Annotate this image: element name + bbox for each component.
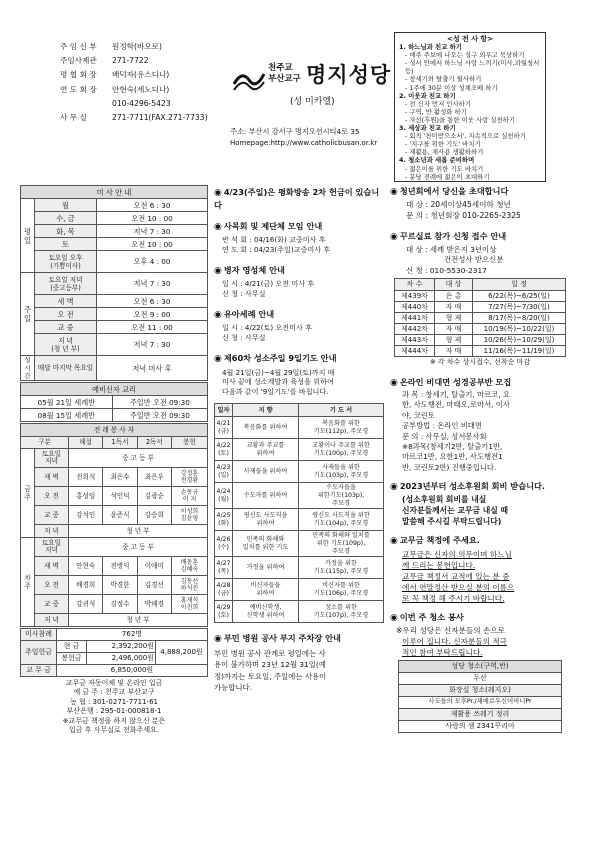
mass-table — [20, 185, 208, 381]
notice-youth — [390, 186, 570, 221]
notice-line: 말씀해 주시길 부탁드립니다) — [402, 517, 502, 527]
notice-title: 청년회에서 당신을 초대합니다 — [399, 186, 509, 196]
notice-line: 연 도 회 : 04/23(주일)교중미사 후 — [222, 245, 331, 255]
bullet-icon: ◉ — [214, 266, 222, 277]
collection-label: 주일헌금 — [21, 641, 57, 665]
bullet-icon: ◉ — [214, 354, 222, 365]
mass-seonghal-day: 매달 마지막 목요일 — [35, 356, 97, 381]
notice-sick — [214, 265, 384, 299]
mass-time: 오전 10 : 00 — [97, 212, 208, 225]
envelope-label: 봉헌금 — [57, 653, 87, 665]
mission-box — [394, 32, 546, 182]
mass-time: 저녁 7 : 30 — [97, 334, 208, 356]
novena-prayer: 평신도 사도직을 위한 기도(104p), 주모경 — [299, 509, 384, 531]
notice-title: 2023년부터 성소후원회 회비 받습니다. — [399, 481, 546, 492]
cursillo-cell: 8/17(목)~8/20(일) — [473, 313, 566, 324]
mission-line: - '지구를 위한 기도' 바치기 — [405, 140, 481, 149]
cursillo-cell: 자 매 — [435, 324, 473, 335]
notice-line: 께 드리는 봉헌입니다. — [402, 560, 476, 570]
notice-line: 문 의 : 사무실, 성서봉사회 — [402, 431, 487, 441]
bullet-icon: ◉ — [390, 612, 398, 623]
cleaning-table-title: 성당 청소(구역,반) — [399, 660, 562, 672]
ministers-cell: 강귀석 — [69, 595, 103, 614]
notice-line: 이루어 집니다. 신자분들의 적극 — [402, 636, 508, 646]
notice-line: 대 상 : 20세이상45세이하 청년 — [406, 200, 511, 210]
church-diocese: 천주교 부산교구 — [268, 63, 301, 84]
notice-parking — [214, 633, 384, 693]
notice-title: 4/23(주일)은 평화방송 2차 헌금이 있습니다 — [214, 187, 380, 210]
mission-line: - 자선(후원)을 통한 이웃 사랑 실천하기 — [405, 115, 516, 124]
notice-vocation — [214, 353, 384, 397]
cursillo-cell: 제441차 — [395, 313, 435, 324]
staff-list — [60, 40, 220, 125]
cursillo-cell: 자 매 — [435, 302, 473, 313]
novena-intent: 예비신학생, 신학생 위하여 — [233, 601, 299, 623]
notice-line: 에서 연말정산 받으실 분의 이름으 — [402, 582, 515, 592]
mass-seonghal-time: 저녁 미사 후 — [97, 356, 208, 381]
bank-line: 예 금 주 : 천주교 부산교구 — [73, 688, 155, 697]
ministers-cell: 김경선 — [137, 576, 171, 595]
novena-date: 4/29 (토) — [215, 601, 233, 623]
novena-date: 4/21 (금) — [215, 417, 233, 439]
staff-row: 평 협 회 장 배덕자(유스디나) — [60, 70, 170, 80]
ministers-row-label: 교 중 — [35, 506, 69, 525]
ministers-table — [20, 423, 208, 627]
left-column — [20, 185, 208, 735]
patron-saint: (성 미카엘) — [290, 97, 335, 107]
bullet-icon: ◉ — [214, 634, 222, 645]
novena-date: 4/27 (목) — [215, 557, 233, 579]
notice-line: 대 상 : 세례 받은지 3년이상 — [406, 244, 497, 254]
bullet-icon: ◉ — [214, 188, 222, 198]
notice-line: 반 석 회 : 04/16(화) 교중미사 후 — [222, 235, 326, 245]
mass-day: 토요일 저녁 (중고등부) — [35, 273, 97, 295]
novena-intent: 교황과 주교를 위하여 — [233, 439, 299, 461]
mission-line: - 재활용, 재사용 생활하하기 — [405, 148, 484, 157]
notice-line: 가능합니다. — [214, 683, 253, 693]
notice-line: 4월 21일(금)~4월 29일(토)까지 매 — [222, 367, 335, 377]
ministers-this-label: 금주 — [21, 449, 35, 538]
cursillo-header: 차 수 — [395, 279, 435, 291]
notice-line: 한, 사도행전, 마태오,로마서, 이사 — [402, 400, 510, 410]
bullet-icon: ◉ — [214, 222, 222, 232]
novena-prayer: 가정을 위한 기도(115p), 주모경 — [299, 557, 384, 579]
ministers-cell: 배경희 — [69, 576, 103, 595]
notice-line: 미사 끝에 성소계발과 육성을 위하여 — [222, 377, 334, 387]
notice-line: 공부방법 : 온라인 비대면 — [402, 421, 482, 431]
notice-line: 반, 코린토2반) 진행중입니다. — [402, 462, 497, 472]
ministers-cell: 이성희 김윤영 — [171, 506, 207, 525]
notice-vocation-support — [390, 481, 570, 527]
ministers-cell: 이애미 — [137, 557, 171, 576]
mass-day: 교 중 — [35, 321, 97, 334]
novena-header: 지 향 — [233, 404, 299, 417]
notice-tithe — [390, 535, 570, 603]
ministers-row-label: 저 녁 — [35, 525, 69, 538]
novena-date: 4/25 (화) — [215, 509, 233, 531]
notice-line: 교무금 책정서 교적에 있는 분 중 — [402, 571, 510, 581]
cursillo-cell: 은 총 — [435, 291, 473, 302]
ministers-cell: 김동선 하석진 — [171, 576, 207, 595]
staff-row: 주임사제관 271-7722 — [60, 56, 149, 66]
mass-day: 화, 목 — [35, 225, 97, 238]
notice-title: 교무금 책정에 주세요. — [399, 535, 480, 546]
bullet-icon: ◉ — [390, 482, 398, 493]
novena-date: 4/28 (금) — [215, 579, 233, 601]
novena-intent: 비신자들을 위하여 — [233, 579, 299, 601]
staff-row: 주 임 신 부 원정학(바오로) — [60, 42, 162, 51]
bullet-icon: ◉ — [390, 187, 398, 197]
mass-time: 저녁 7 : 30 — [97, 225, 208, 238]
notice-line: 마르코1반, 요한1반, 사도행전1 — [402, 452, 503, 462]
bank-info — [20, 679, 208, 735]
notice-child-baptism — [214, 309, 384, 343]
cursillo-table — [394, 278, 566, 357]
ministers-cell: 청 년 부 — [69, 614, 208, 627]
notice-line: 야, 코린토 — [402, 410, 435, 420]
mass-day: 토 — [35, 238, 97, 251]
cursillo-cell: 자 매 — [435, 346, 473, 357]
bullet-icon: ◉ — [390, 377, 398, 388]
novena-table — [214, 403, 384, 623]
mass-time: 오전 11 : 00 — [97, 321, 208, 334]
notice-line: 정)까지는 토요일, 주일에는 사용이 — [214, 671, 327, 681]
mass-day: 저 녁 (청 년 부) — [35, 334, 97, 356]
ministers-cell: 박해경 — [137, 595, 171, 614]
ministers-cell: 김광순 — [137, 487, 171, 506]
notice-peace — [214, 186, 384, 211]
ministers-cell: 전희석 — [69, 468, 103, 487]
cursillo-cell: 제439차 — [395, 291, 435, 302]
mission-head: 3. 세상과 친교 하기 — [399, 124, 456, 133]
catechism-date: 08월 15일 세례반 — [21, 409, 113, 422]
notice-line: 건전성사 받으신분 — [444, 255, 504, 264]
novena-intent: 복음화를 위하여 — [233, 417, 299, 439]
ministers-cell: 홍성임 — [69, 487, 103, 506]
ministers-cell: 안현숙 — [69, 557, 103, 576]
finance-table — [20, 628, 208, 677]
mission-title: <성 전 사 항> — [446, 35, 494, 43]
ministers-cell: 석인덕 — [103, 487, 137, 506]
cursillo-header: 대 상 — [435, 279, 473, 291]
notice-title: 사목회 및 제단체 모임 안내 — [223, 221, 323, 231]
ministers-row-label: 새 벽 — [35, 468, 69, 487]
ministers-cell: 박경한 — [103, 576, 137, 595]
mass-seonghal-label: 성시간 — [21, 356, 35, 381]
novena-prayer: 복음화를 위한 기도(112p), 주모경 — [299, 417, 384, 439]
ministers-row-label: 새 벽 — [35, 557, 69, 576]
mission-head: 4. 청소년과 새롭 준비하며 — [399, 156, 475, 165]
mass-time: 오전 6 : 30 — [97, 295, 208, 308]
notice-line: 용이 불가하며 23년 12월 31일(예 — [214, 660, 326, 670]
novena-header: 기 도 서 — [299, 404, 384, 417]
notice-line: ※8과목(창세기2반, 탈출기1반, — [402, 442, 503, 452]
novena-intent: 사제들을 위하여 — [233, 461, 299, 483]
cursillo-header: 일 정 — [473, 279, 566, 291]
novena-date: 4/24 (월) — [215, 483, 233, 509]
ministers-cell: 전병익 — [103, 557, 137, 576]
collection-total: 4,888,200원 — [155, 641, 207, 665]
ministers-cell: 강석인 — [69, 506, 103, 525]
cash-value: 2,392,200원 — [87, 641, 156, 653]
mission-line: - 전 신자 먼저 인사하기 — [405, 99, 471, 108]
notice-meeting — [214, 221, 384, 255]
mission-line: - 성서 안에서 하느님 사랑 느끼기(미사,과월청서등) — [405, 59, 540, 76]
novena-intent: 가정을 위하여 — [233, 557, 299, 579]
ministers-cell: 중 고 등 부 — [69, 538, 208, 557]
notice-title: 온라인 비대면 성경공부반 모집 — [399, 376, 512, 387]
bank-line: 부산은행 : 295-01-000818-1 — [66, 707, 162, 716]
novena-prayer: 비신자를 위한 기도(106p), 주모경 — [299, 579, 384, 601]
notice-line: 신 청 : 사무실 — [222, 289, 266, 299]
novena-date: 4/22 (토) — [215, 439, 233, 461]
novena-prayer: 교황이나 주교를 위한 기도(100p), 주모경 — [299, 439, 384, 461]
bank-line: ※교무금 책정을 하지 않으신 분은 — [62, 716, 166, 725]
ministers-cell: 강승희 — [137, 506, 171, 525]
ministers-cell: 윤준식 — [103, 506, 137, 525]
notice-title: 유아세례 안내 — [223, 309, 275, 320]
notice-line: 문 의 : 청년회장 010-2265-2325 — [406, 211, 521, 221]
attendance-label: 미사참례 — [21, 629, 57, 641]
cursillo-cell: 10/19(목)~10/22(일) — [473, 324, 566, 335]
mass-day: 오 전 — [35, 308, 97, 321]
cursillo-cell: 제442차 — [395, 324, 435, 335]
cleaning-row: 재활용 쓰레기 정리 — [399, 708, 562, 720]
cursillo-cell: 제443차 — [395, 335, 435, 346]
novena-intent: 민족의 화해와 일치를 위한 기도 — [233, 531, 299, 557]
novena-intent: 수도자를 위하여 — [233, 483, 299, 509]
ministers-next-label: 차주 — [21, 538, 35, 627]
mission-line: - 회칙 '찬미받으소서', 지속적으로 실천하기 — [405, 132, 526, 141]
bank-line: 입금 후 사무실로 전화주세요. — [68, 726, 160, 735]
novena-date: 4/26 (수) — [215, 531, 233, 557]
notice-line: 신 청 : 사무실 — [222, 333, 266, 343]
mass-time: 오전 6 : 30 — [97, 199, 208, 212]
mission-line: - 구역, 반 활성화 하기 — [405, 107, 467, 116]
ministers-cell: 최은우 — [137, 468, 171, 487]
ministers-cell: 최은수 — [103, 468, 137, 487]
novena-prayer: 사제들을 위한 기도(103p), 주모경 — [299, 461, 384, 483]
mass-day: 수, 금 — [35, 212, 97, 225]
ministers-header: 해설 — [69, 437, 103, 449]
middle-column — [214, 186, 384, 694]
ministers-cell: 홍재석 이진희 — [171, 595, 207, 614]
mass-time: 오전 10 : 00 — [97, 238, 208, 251]
ministers-row-label: 교 중 — [35, 595, 69, 614]
ministers-row-label: 저 녁 — [35, 614, 69, 627]
catechism-table — [20, 382, 208, 422]
cursillo-cell: 제444차 — [395, 346, 435, 357]
mission-line: - 1주에 30분 이상 성체조배 하기 — [405, 83, 498, 92]
ministers-cell: 김정수 — [103, 595, 137, 614]
cursillo-cell: 형 제 — [435, 335, 473, 346]
cursillo-cell: 제440차 — [395, 302, 435, 313]
ministers-row-label: 토요일 저녁 — [35, 449, 69, 468]
bank-line: 농 협 : 301-0271-7711-61 — [69, 697, 159, 706]
novena-prayer: 수도자들을 위한기도(103p), 주모경 — [299, 483, 384, 509]
mass-sunday-label: 주일 — [21, 273, 35, 356]
mission-line: - 창세기와 탈출기 필사하기 — [405, 75, 482, 84]
ministers-row-label: 오 전 — [35, 576, 69, 595]
staff-row: 010-4296-5423 — [112, 98, 171, 108]
ministers-cell: 청 년 부 — [69, 525, 208, 538]
gyomu-label: 교 무 금 — [21, 665, 57, 677]
envelope-value: 2,496,000원 — [87, 653, 156, 665]
novena-prayer: 민족의 화해와 일치를 위한 기도(109p), 주모경 — [299, 531, 384, 557]
ministers-cell: 배동훈 김혜숙 — [171, 557, 207, 576]
bullet-icon: ◉ — [390, 232, 398, 243]
notice-title: 이번 주 청소 봉사 — [399, 611, 464, 622]
cleaning-row: 사도들의 모후Pr./재애로우신어머니Pr — [399, 696, 562, 708]
cursillo-cell: 형 제 — [435, 313, 473, 324]
notice-cleaning — [390, 612, 570, 733]
catechism-date: 05월 21일 세례반 — [21, 396, 113, 409]
notice-title: 꾸르실료 참가 신청 접수 안내 — [399, 231, 507, 242]
attendance-value: 762명 — [57, 629, 208, 641]
ministers-row-label: 토요일 저녁 — [35, 538, 69, 557]
ministers-header: 구분 — [21, 437, 69, 449]
cursillo-note: ※ 각 차수 상시접수, 선착순 마감 — [429, 358, 531, 366]
mass-day: 새 벽 — [35, 295, 97, 308]
notice-line: 일 시 : 4/21(금) 오전 미사 후 — [222, 279, 315, 289]
notice-line: 로 꼭 책정 해 주시기 바랍니다. — [402, 593, 505, 603]
notice-line: 다음과 같이 '9일기도'를 바칩니다. — [222, 387, 329, 397]
notice-line: 일 시 : 4/22(토) 오전미사 후 — [222, 323, 312, 333]
cleaning-row: 화장실 청소(레지오) — [399, 684, 562, 696]
notice-line: ※우리 성당은 신자분들의 손으로 — [396, 625, 505, 635]
novena-prayer: 성소를 위한 기도(107p), 주모경 — [299, 601, 384, 623]
notice-title: 병자 영성체 안내 — [223, 265, 285, 276]
cursillo-cell: 6/22(목)~6/25(일) — [473, 291, 566, 302]
church-name: 명지성당 — [306, 62, 392, 87]
ministers-cell: 손동규 이 지 — [171, 487, 207, 506]
mission-head: 1. 하느님과 친교 하기 — [399, 43, 462, 52]
notice-line: (성소후원회 회비를 내실 — [402, 495, 487, 505]
ministers-title: 전 례 봉 사 자 — [21, 424, 208, 437]
cursillo-cell: 10/26(목)~10/29(일) — [473, 335, 566, 346]
catechism-time: 주일반 오전 09:30 — [112, 396, 207, 409]
novena-header: 일자 — [215, 404, 233, 417]
mass-day: 월 — [35, 199, 97, 212]
ministers-cell: 강정훈 전경환 — [171, 468, 207, 487]
mass-time: 오후 4 : 00 — [97, 251, 208, 273]
gyomu-value: 6,850,000원 — [57, 665, 208, 677]
cash-label: 현 금 — [57, 641, 87, 653]
cursillo-cell: 7/27(목)~7/30(일) — [473, 302, 566, 313]
bullet-icon: ◉ — [390, 536, 398, 547]
ministers-header: 봉헌 — [171, 437, 207, 449]
right-column — [390, 186, 570, 733]
mass-time: 저녁 7 : 30 — [97, 273, 208, 295]
bank-title: 교무금 자동이체 및 온라인 입금 — [65, 679, 163, 687]
ministers-row-label: 오 전 — [35, 487, 69, 506]
cleaning-table — [398, 660, 562, 733]
mission-line: - 매주 주보에 나오는 성구 외우고 묵상하기 — [405, 51, 525, 60]
catechism-title: 예비신자 교리 — [21, 383, 208, 396]
notice-line: 신 청 : 010-5530-2317 — [406, 265, 487, 275]
novena-date: 4/23 (일) — [215, 461, 233, 483]
notice-title: 부민 병원 공사 부지 주차장 안내 — [223, 633, 341, 644]
ministers-header: 2독서 — [137, 437, 171, 449]
mass-day: 토요일 오후 (기쁨미사) — [35, 251, 97, 273]
catechism-time: 주일반 오전 09:30 — [112, 409, 207, 422]
ministers-header: 1독서 — [103, 437, 137, 449]
church-address: 주소: 부산시 강서구 명지오션시티4로 35 — [230, 127, 360, 136]
ministers-cell: 중 고 등 부 — [69, 449, 208, 468]
notice-bible-study — [390, 377, 570, 474]
notice-cursillo — [390, 231, 570, 367]
notice-line: 적인 참여 부탁드립니다. — [402, 647, 483, 657]
mission-line: - 분당 전례에 젊은이 초대하기 — [405, 172, 490, 181]
cleaning-row: 사랑의 샘 2341꾸리아 — [399, 720, 562, 732]
mission-head: 2. 이웃과 친교 하기 — [399, 91, 456, 100]
notice-title: 제60차 성소주일 9일기도 안내 — [223, 353, 337, 364]
staff-row: 연 도 회 장 안현숙(세노디나) — [60, 84, 170, 94]
church-logo-icon — [232, 64, 266, 96]
mass-weekday-label: 평일 — [21, 199, 35, 273]
mass-time: 오전 9 : 00 — [97, 308, 208, 321]
cursillo-cell: 11/16(목)~11/19(일) — [473, 346, 566, 357]
notice-line: 교무금은 신자의 의무이며 하느님 — [402, 549, 512, 559]
notice-line: 과 목 : 창세기, 탈출기, 마르코, 요 — [402, 390, 510, 399]
bullet-icon: ◉ — [214, 310, 222, 321]
mission-line: - 젊은이를 위한 기도 바치기 — [405, 164, 484, 173]
mass-title: 미 사 안 내 — [21, 186, 208, 199]
church-homepage: Homepage:http://www.catholicbusan.or.kr — [230, 139, 378, 147]
staff-row: 사 무 실 271-7711(FAX.271-7733) — [60, 113, 208, 123]
notice-line: 부민 병원 공사 관계로 평일에는 사 — [214, 648, 326, 658]
cleaning-row: 두산 — [399, 672, 562, 684]
novena-intent: 평신도 사도직을 위하여 — [233, 509, 299, 531]
notice-line: 신자분들께서는 교무금 내실 때 — [402, 506, 509, 516]
